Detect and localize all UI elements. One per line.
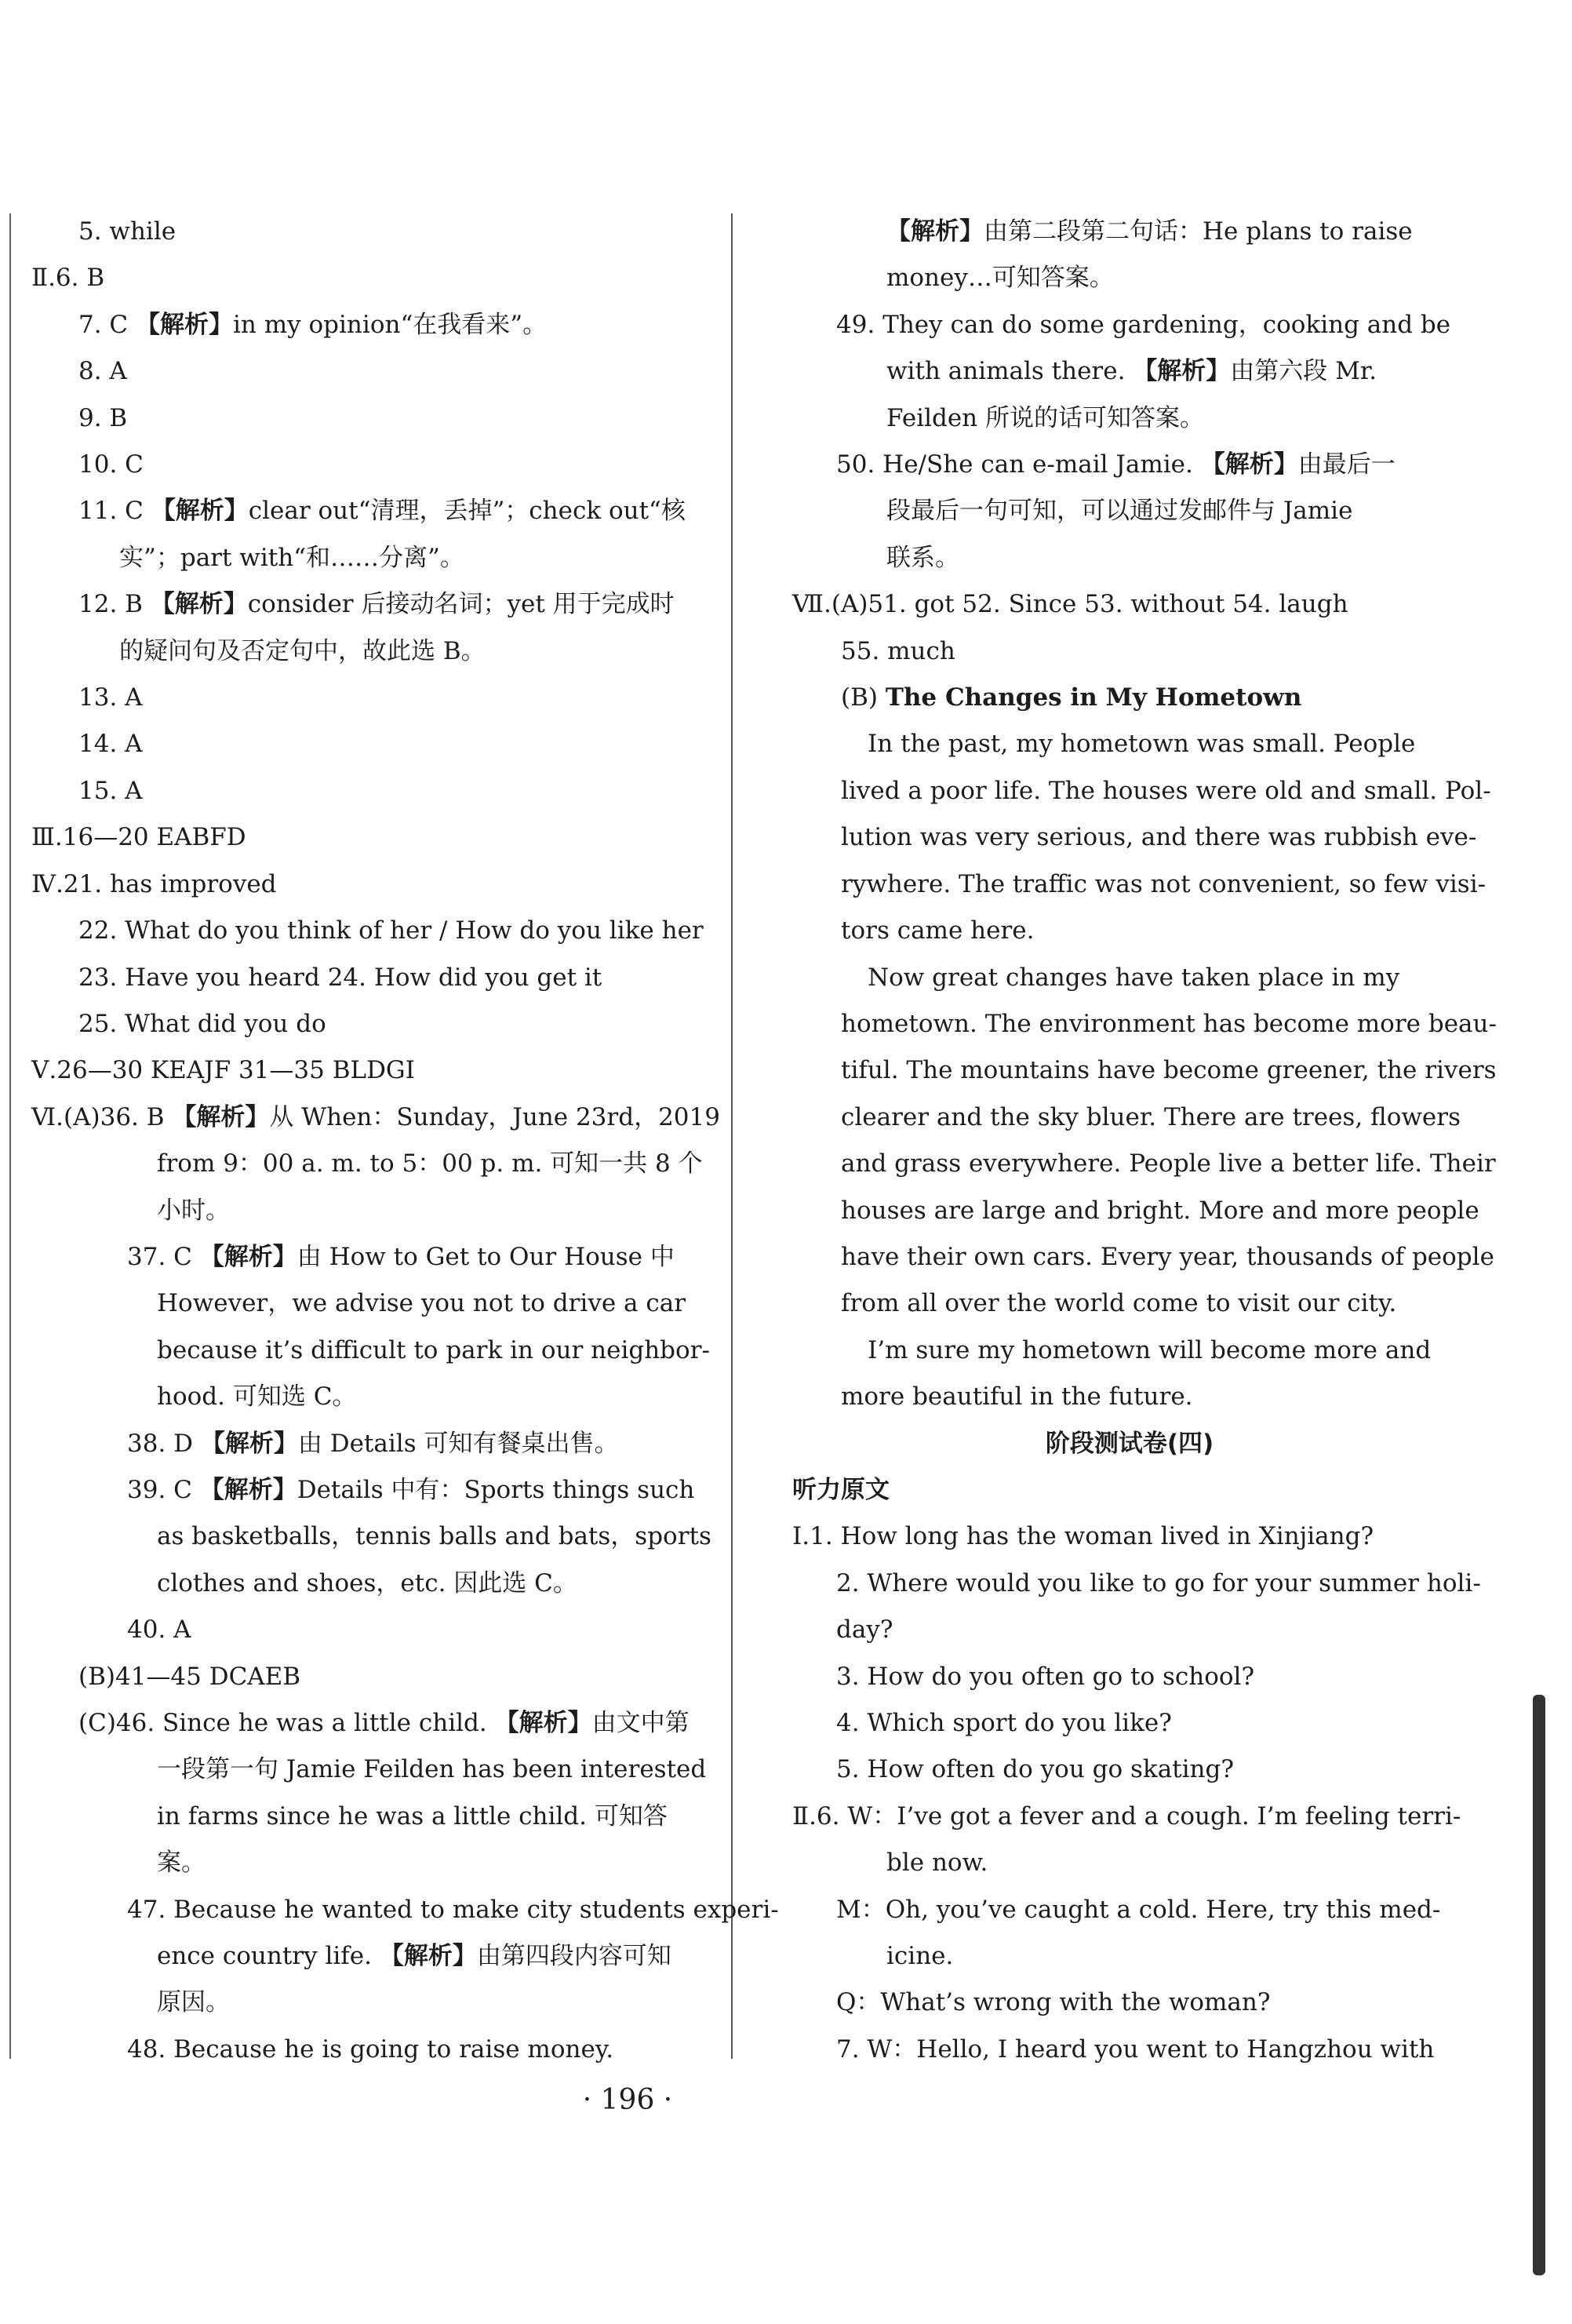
line-text: (C)46. Since he was a little child. — [78, 1709, 495, 1737]
answer-line — [31, 488, 711, 534]
answer-line — [31, 442, 711, 488]
answer-line — [792, 1840, 1467, 1886]
line-text: in farms since he was a little child. 可知答 — [157, 1801, 668, 1830]
answer-line — [31, 1747, 711, 1793]
line-text: because it’s difficult to park in our neighbor- — [157, 1335, 710, 1364]
line-text: 听力原文 — [792, 1475, 890, 1504]
line-text: Ⅳ.21. has improved — [31, 869, 277, 898]
line-text: I’m sure my hometown will become more and — [868, 1335, 1432, 1364]
answer-line — [31, 2027, 711, 2073]
line-text: 由第六段 Mr. — [1230, 357, 1377, 386]
answer-line — [31, 209, 711, 255]
line-text: 12. B — [78, 590, 151, 619]
line-text: hometown. The environment has become more beau- — [841, 1009, 1497, 1038]
answer-line — [31, 348, 711, 395]
answer-line — [31, 1933, 711, 1980]
line-text: 8. A — [78, 357, 127, 386]
line-text: 由 Details 可知有餐桌出售。 — [297, 1429, 619, 1458]
answer-line — [792, 955, 1467, 1001]
answer-line — [792, 1654, 1467, 1700]
line-text: 13. A — [78, 683, 143, 712]
answer-line — [792, 1561, 1481, 1607]
answer-line — [792, 488, 1467, 534]
answer-line — [792, 1001, 1497, 1047]
answer-line — [792, 1328, 1467, 1374]
line-text: 由 How to Get to Our House 中 — [297, 1242, 675, 1271]
line-text: clearer and the sky bluer. There are trees, flowers — [841, 1102, 1461, 1131]
line-text: hood. 可知选 C。 — [157, 1382, 357, 1412]
line-text: Ⅱ.6. W：I’ve got a fever and a cough. I’m feeling terri- — [792, 1801, 1461, 1830]
line-text: rywhere. The traffic was not convenient, so few visi- — [841, 869, 1486, 898]
answer-line — [792, 1280, 1467, 1327]
page-edge-shadow — [1533, 1695, 1545, 2275]
answer-line — [792, 628, 1467, 675]
answer-line — [792, 535, 1467, 581]
analysis-tag: 【解析】 — [199, 1242, 297, 1271]
line-text: Ⅴ.26—30 KEAJF 31—35 BLDGI — [31, 1056, 415, 1085]
answer-line — [792, 302, 1467, 348]
answer-line — [792, 1700, 1467, 1747]
line-text: from all over the world come to visit our city. — [841, 1289, 1397, 1318]
line-text: Ⅲ.16—20 EABFD — [31, 823, 246, 852]
listening-heading — [792, 1467, 1467, 1514]
answer-line — [31, 628, 711, 675]
line-text: with animals there. — [886, 357, 1134, 386]
line-text: 5. while — [78, 217, 176, 246]
line-text: 15. A — [78, 776, 143, 805]
line-text: tors came here. — [841, 916, 1035, 945]
analysis-tag: 【解析】 — [1200, 450, 1298, 479]
answer-line — [792, 1047, 1497, 1094]
line-text: (B) — [841, 683, 886, 712]
line-text: (B)41—45 DCAEB — [78, 1662, 301, 1691]
line-text: 的疑问句及否定句中，故此选 B。 — [119, 636, 486, 665]
line-text: 从 When：Sunday，June 23rd，2019 — [269, 1102, 720, 1131]
answer-line — [792, 675, 1467, 721]
analysis-tag: 【解析】 — [136, 310, 234, 339]
answer-line — [31, 1654, 711, 1700]
answer-line — [31, 255, 711, 301]
answer-line — [792, 1747, 1467, 1793]
answer-line — [792, 1887, 1467, 1933]
line-text: in my opinion“在我看来”。 — [233, 310, 548, 339]
analysis-tag: 【解析】 — [886, 217, 984, 246]
line-text: 联系。 — [886, 543, 959, 572]
answer-line — [31, 1840, 711, 1886]
answer-line — [792, 908, 1467, 954]
line-text: 由文中第 — [591, 1709, 690, 1737]
line-text: 40. A — [127, 1616, 191, 1645]
line-text: 25. What did you do — [78, 1009, 326, 1038]
line-text: lived a poor life. The houses were old and small. Pol- — [841, 776, 1491, 805]
line-text: 由最后一 — [1297, 450, 1396, 479]
answer-line — [792, 1234, 1494, 1280]
answer-line — [31, 1234, 711, 1280]
answer-line — [792, 768, 1491, 814]
answer-line — [792, 1095, 1467, 1141]
answer-line — [792, 1933, 1467, 1980]
line-text: 3. How do you often go to school? — [836, 1662, 1255, 1691]
answer-line — [792, 2027, 1467, 2073]
answer-line — [31, 1467, 711, 1514]
line-text: clothes and shoes，etc. 因此选 C。 — [157, 1568, 577, 1597]
line-text: Ⅰ.1. How long has the woman lived in Xinjiang? — [792, 1522, 1374, 1551]
line-text: 11. C — [78, 497, 151, 526]
line-text: 由第二段第二句话：He plans to raise — [984, 217, 1413, 246]
answer-line — [31, 1374, 711, 1420]
line-text: Ⅵ.(A)36. B — [31, 1102, 173, 1131]
answer-line — [31, 721, 711, 767]
answer-line — [31, 1561, 711, 1607]
line-text: clear out“清理，丢掉”；check out“核 — [248, 497, 686, 526]
answer-line — [31, 1607, 711, 1653]
answer-line — [792, 1980, 1467, 2026]
answer-line — [792, 1514, 1467, 1560]
line-text: as basketballs，tennis balls and bats，sports — [157, 1522, 711, 1551]
line-text: 10. C — [78, 450, 144, 479]
analysis-tag: 【解析】 — [172, 1102, 270, 1131]
answer-line — [31, 395, 711, 442]
line-text: from 9：00 a. m. to 5：00 p. m. 可知一共 8 个 — [157, 1149, 703, 1178]
line-text: 47. Because he wanted to make city students experi- — [127, 1895, 779, 1924]
answer-line — [31, 908, 711, 954]
column-divider — [731, 213, 733, 2059]
line-text: 2. Where would you like to go for your summer holi- — [836, 1568, 1481, 1597]
line-text: icine. — [886, 1942, 954, 1971]
analysis-tag: 【解析】 — [1133, 357, 1231, 386]
line-text: 9. B — [78, 403, 128, 432]
line-text: 原因。 — [157, 1988, 230, 2017]
line-text: ble now. — [886, 1849, 988, 1878]
answer-line — [31, 1095, 720, 1141]
line-text: consider 后接动名词；yet 用于完成时 — [247, 590, 675, 619]
line-text: more beautiful in the future. — [841, 1382, 1193, 1412]
analysis-tag: 【解析】 — [200, 1429, 298, 1458]
answer-line — [792, 209, 1467, 255]
line-text: 38. D — [127, 1429, 201, 1458]
analysis-tag: 【解析】 — [494, 1709, 592, 1737]
line-text: and grass everywhere. People live a better life. Their — [841, 1149, 1496, 1178]
answer-line — [31, 814, 711, 861]
answer-line — [31, 1700, 711, 1747]
answer-line — [792, 814, 1477, 861]
right-column — [792, 209, 1497, 2073]
line-text: Now great changes have taken place in my — [868, 963, 1400, 992]
essay-title: The Changes in My Hometown — [885, 683, 1302, 712]
answer-line — [792, 1141, 1496, 1187]
line-text: houses are large and bright. More and more people — [841, 1196, 1479, 1225]
line-text: 23. Have you heard 24. How did you get it — [78, 963, 602, 992]
answer-line — [31, 302, 711, 348]
line-text: 小时。 — [157, 1196, 230, 1225]
page-number: · 196 · — [582, 2084, 673, 2116]
answer-line — [792, 348, 1467, 395]
line-text: 39. C — [127, 1475, 200, 1504]
answer-line — [792, 861, 1486, 908]
line-text: 22. What do you think of her / How do you like her — [78, 916, 704, 945]
line-text: 一段第一句 Jamie Feilden has been interested — [157, 1755, 707, 1784]
line-text: Feilden 所说的话可知答案。 — [886, 403, 1204, 432]
answer-line — [31, 675, 711, 721]
line-text: 段最后一句可知，可以通过发邮件与 Jamie — [886, 497, 1353, 526]
line-text: In the past, my hometown was small. People — [868, 730, 1416, 759]
line-text: M：Oh, you’ve caught a cold. Here, try this med- — [836, 1895, 1441, 1924]
line-text: 4. Which sport do you like? — [836, 1709, 1172, 1737]
answer-line — [31, 1794, 711, 1840]
answer-line — [31, 1280, 711, 1327]
line-text: day? — [836, 1616, 893, 1645]
line-text: lution was very serious, and there was rubbish eve- — [841, 823, 1477, 852]
line-text: 阶段测试卷(四) — [1045, 1429, 1214, 1458]
line-text: Ⅱ.6. B — [31, 264, 105, 293]
answer-line — [31, 1141, 711, 1187]
line-text: 7. W：Hello, I heard you went to Hangzhou with — [836, 2034, 1435, 2064]
answer-line — [31, 1001, 711, 1047]
line-text: 由第四段内容可知 — [476, 1942, 671, 1971]
answer-line — [31, 1328, 711, 1374]
line-text: tiful. The mountains have become greener, the rivers — [841, 1056, 1497, 1085]
answer-line — [792, 581, 1467, 628]
answer-line — [792, 1794, 1467, 1840]
answer-line — [792, 1374, 1467, 1420]
line-text: 37. C — [127, 1242, 200, 1271]
line-text: Details 中有：Sports things such — [297, 1475, 695, 1504]
answer-line — [792, 1188, 1479, 1234]
line-text: 48. Because he is going to raise money. — [127, 2034, 614, 2064]
analysis-tag: 【解析】 — [151, 497, 249, 526]
answer-line — [792, 395, 1467, 442]
answer-line — [31, 768, 711, 814]
line-text: 5. How often do you go skating? — [836, 1755, 1234, 1784]
line-text: money…可知答案。 — [886, 264, 1114, 293]
line-text: 50. He/She can e-mail Jamie. — [836, 450, 1201, 479]
answer-line — [31, 1514, 711, 1560]
answer-line — [31, 581, 711, 628]
section-heading — [792, 1421, 1467, 1467]
answer-line — [31, 1421, 711, 1467]
analysis-tag: 【解析】 — [199, 1475, 297, 1504]
answer-line — [31, 861, 711, 908]
answer-line — [31, 955, 711, 1001]
line-text: 49. They can do some gardening，cooking and be — [836, 310, 1451, 339]
line-text: have their own cars. Every year, thousands of people — [841, 1242, 1494, 1271]
left-margin-rule — [9, 213, 11, 2059]
line-text: Ⅶ.(A)51. got 52. Since 53. without 54. laugh — [792, 590, 1348, 619]
answer-line — [31, 1887, 779, 1933]
answer-line — [31, 535, 711, 581]
line-text: 案。 — [157, 1849, 206, 1878]
line-text: 14. A — [78, 730, 143, 759]
left-column — [31, 209, 779, 2073]
line-text: 7. C — [78, 310, 136, 339]
answer-line — [792, 721, 1467, 767]
answer-line — [792, 442, 1467, 488]
answer-line — [792, 1607, 1467, 1653]
answer-line — [792, 255, 1467, 301]
analysis-tag: 【解析】 — [379, 1942, 477, 1971]
analysis-tag: 【解析】 — [150, 590, 248, 619]
answer-line — [31, 1188, 711, 1234]
answer-line — [31, 1980, 711, 2026]
line-text: Q：What’s wrong with the woman? — [836, 1988, 1271, 2017]
line-text: 实”；part with“和……分离”。 — [119, 543, 464, 572]
line-text: ence country life. — [157, 1942, 380, 1971]
answer-line — [31, 1047, 711, 1094]
line-text: However，we advise you not to drive a car — [157, 1289, 686, 1318]
line-text: 55. much — [841, 636, 955, 665]
